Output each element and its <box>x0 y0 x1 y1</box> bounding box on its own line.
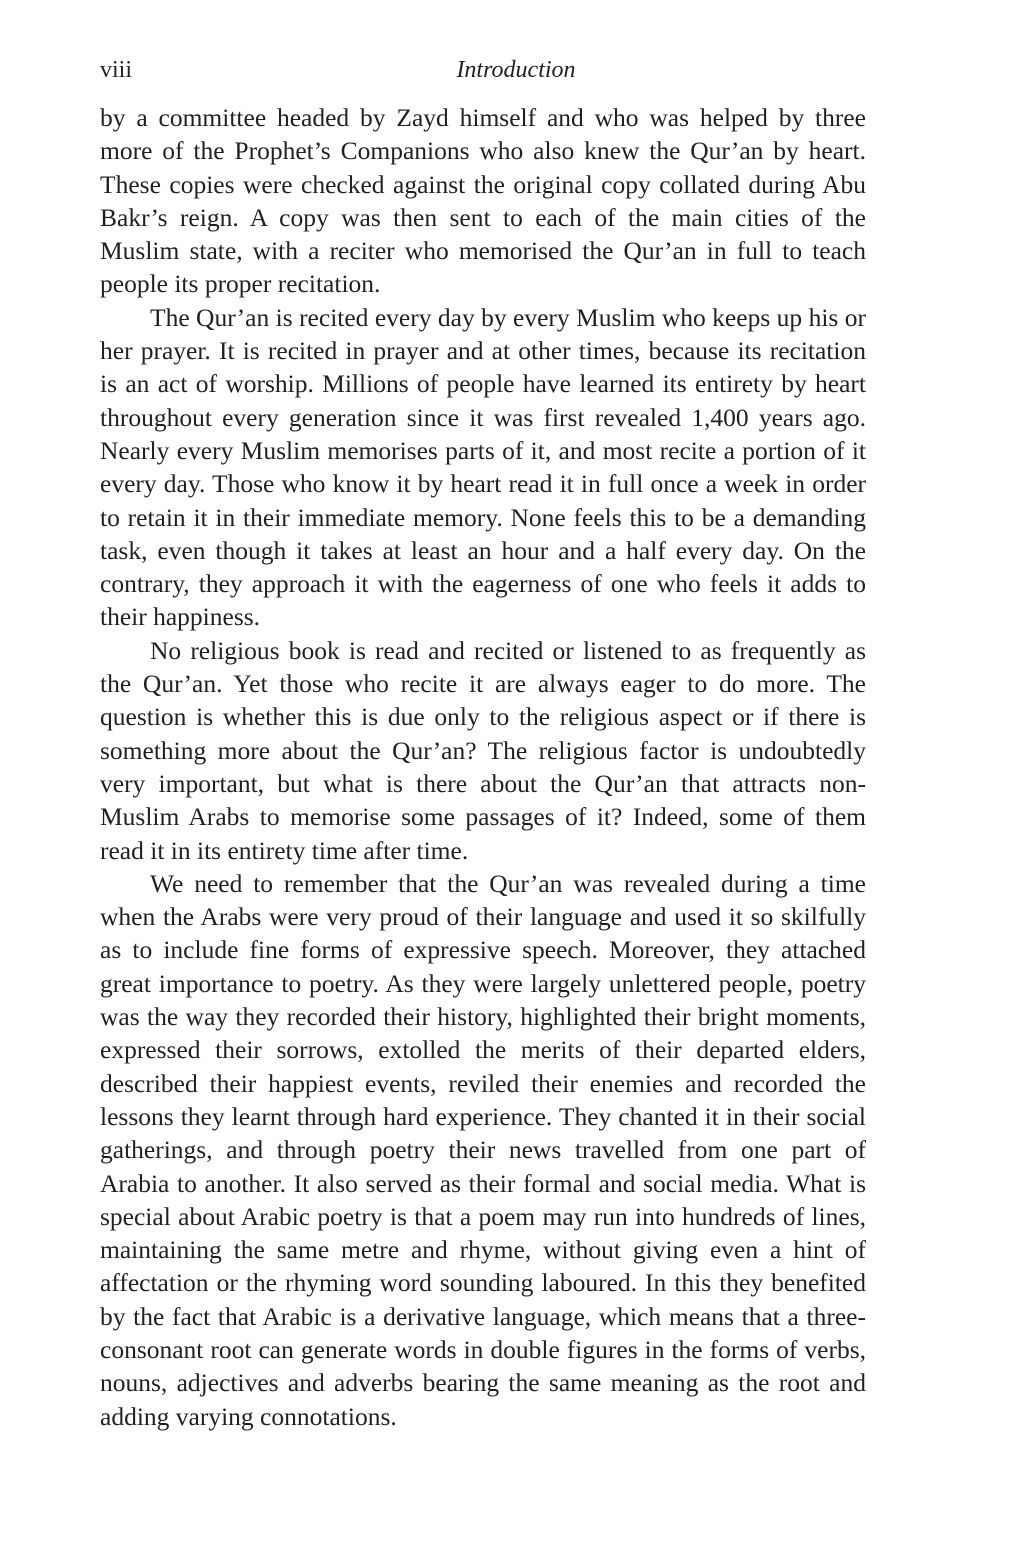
paragraph: by a committee headed by Zayd himself and who was helped by three more of the Prophet’s Companions who also knew the Qur’an by heart. These copies were checked against the original copy collated during Abu Bakr’s reign. A copy was then sent to each of the main cities of the Muslim state, with a reciter who memorised the Qur’an in full to teach people its proper recitation. <box>100 103 866 299</box>
paragraph: No religious book is read and recited or listened to as frequently as the Qur’an. Yet those who recite it are always eager to do more. The question is whether this is due only to the religious aspect or if there is something more about the Qur’an? The religious factor is undoubtedly very important, but what is there about the Qur’an that attracts non-Muslim Arabs to memorise some passages of it? Indeed, some of them read it in its entirety time after time. <box>100 635 866 865</box>
page-number: viii <box>100 57 133 83</box>
running-head <box>100 52 866 88</box>
paragraph: We need to remember that the Qur’an was revealed during a time when the Arabs were very proud of their language and used it so skilfully as to include fine forms of expressive speech. Moreover, they attached great importance to poetry. As they were largely unlettered people, poetry was the way they recorded their history, highlighted their bright moments, expressed their sorrows, extolled the merits of their departed elders, described their happiest events, reviled their enemies and recorded the lessons they learnt through hard experience. They chanted it in their social gatherings, and through poetry their news travelled from one part of Arabia to another. It also served as their formal and social media. What is special about Arabic poetry is that a poem may run into hundreds of lines, maintaining the same metre and rhyme, without giving even a hint of affectation or the rhyming word sounding laboured. In this they benefited by the fact that Arabic is a derivative language, which means that a three-consonant root can generate words in double figures in the forms of verbs, nouns, adjectives and adverbs bearing the same meaning as the root and adding varying connotations. <box>100 868 866 1431</box>
section-title: Introduction <box>456 57 576 83</box>
body-text <box>100 101 866 1433</box>
book-page <box>100 52 866 1433</box>
paragraph: The Qur’an is recited every day by every Muslim who keeps up his or her prayer. It is recited in prayer and at other times, because its recitation is an act of worship. Millions of people have learned its entirety by heart throughout every generation since it was first revealed 1,400 years ago. Nearly every Muslim memorises parts of it, and most recite a portion of it every day. Those who know it by heart read it in full once a week in order to retain it in their immediate memory. None feels this to be a demanding task, even though it takes at least an hour and a half every day. On the contrary, they approach it with the eagerness of one who feels it adds to their happiness. <box>100 302 866 632</box>
